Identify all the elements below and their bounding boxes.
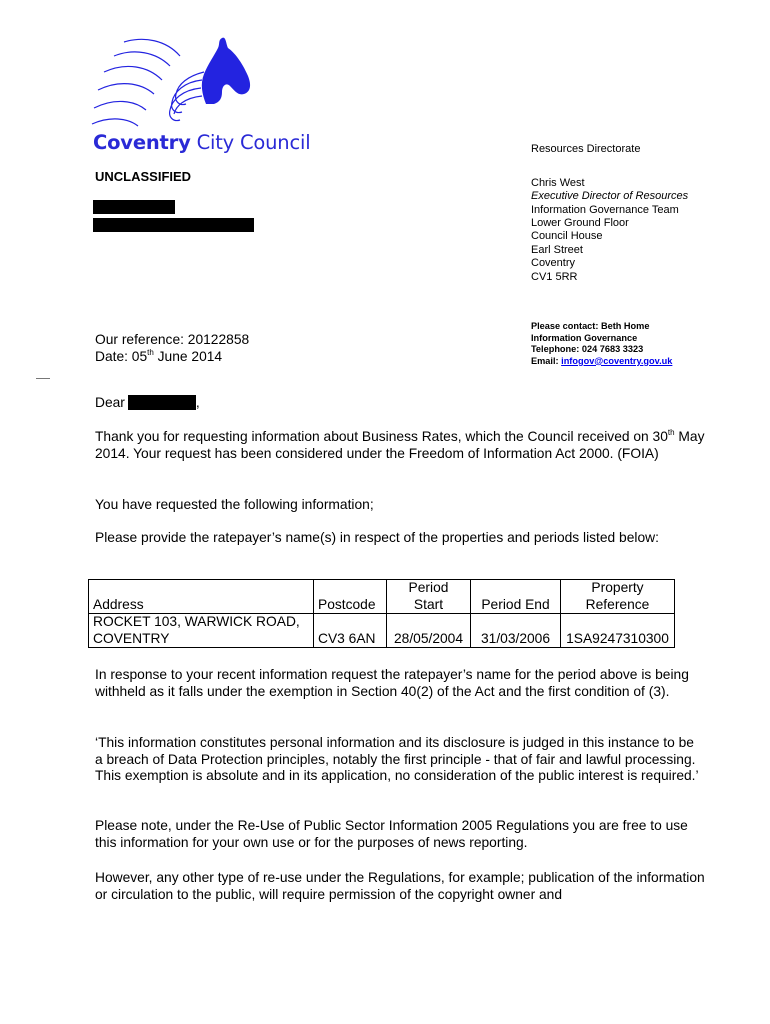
th-address: Address bbox=[89, 580, 314, 614]
contact-name: Please contact: Beth Home bbox=[531, 321, 650, 331]
th-property-reference: Property Reference bbox=[561, 580, 675, 614]
contact-email-label: Email: bbox=[531, 355, 559, 366]
paragraph-request-received bbox=[95, 429, 705, 462]
table-header-row bbox=[89, 580, 675, 614]
redacted-recipient-name bbox=[93, 200, 175, 214]
paragraph-request-text: Please provide the ratepayer’s name(s) in respect of the properties and periods listed below: bbox=[95, 530, 659, 545]
contact-email-row bbox=[531, 356, 672, 368]
table-row bbox=[89, 614, 675, 648]
redacted-recipient-address bbox=[93, 218, 254, 232]
p1-part-a: Thank you for requesting information about Business Rates, which the Council received on 30 bbox=[95, 429, 668, 444]
sender-line-team: Information Governance Team bbox=[531, 203, 679, 216]
sender-address-block bbox=[531, 143, 688, 284]
sender-line-postcode: CV1 5RR bbox=[531, 270, 578, 283]
our-reference: Our reference: 20122858 bbox=[95, 332, 250, 347]
p1-sup: th bbox=[667, 428, 675, 437]
cell-period-start: 28/05/2004 bbox=[387, 614, 471, 648]
date-prefix: Date: 05 bbox=[95, 349, 148, 364]
contact-block bbox=[531, 321, 672, 367]
date-month-year: June 2014 bbox=[153, 349, 223, 364]
council-logo-text bbox=[93, 131, 310, 154]
p1-part-b: May 2014. Your request has been considered under the Freedom of Information Act 2000. (FOIA) bbox=[95, 429, 705, 461]
logo-word-coventry: Coventry bbox=[93, 131, 191, 154]
contact-department: Information Governance bbox=[531, 332, 638, 343]
cell-postcode: CV3 6AN bbox=[314, 614, 387, 648]
contact-email-link[interactable]: infogov@coventry.gov.uk bbox=[561, 355, 673, 366]
contact-phone: Telephone: 024 7683 3323 bbox=[531, 344, 644, 355]
salutation bbox=[95, 395, 705, 412]
sender-line-name: Chris West bbox=[531, 176, 585, 189]
sender-line-spacer bbox=[531, 156, 688, 169]
paragraph-other-reuse: However, any other type of re-use under the Regulations, for example; publication of the information or circulation to the public, will require permission of the copyright owner and bbox=[95, 870, 705, 902]
cell-address: ROCKET 103, WARWICK ROAD, COVENTRY bbox=[89, 614, 314, 648]
redacted-salutation-name bbox=[128, 395, 196, 410]
sender-line-directorate: Resources Directorate bbox=[531, 143, 641, 155]
date-suffix-sup: th bbox=[147, 348, 154, 357]
reference-block bbox=[95, 331, 249, 365]
paragraph-exemption-quote: ‘This information constitutes personal information and its disclosure is judged in this instance to be a breach of Data Protection principles, notably the first principle - that of fair and lawful processing. This exemption is absolute and in its application, no consideration of the public interest is required.’ bbox=[95, 735, 699, 783]
paragraph-reuse-note: Please note, under the Re-Use of Public Sector Information 2005 Regulations you are free to use this information for your own use or for the purposes of news reporting. bbox=[95, 818, 688, 850]
classification-label: UNCLASSIFIED bbox=[95, 169, 192, 184]
sender-line-building: Council House bbox=[531, 230, 603, 243]
salutation-word: Dear bbox=[95, 395, 125, 410]
cell-property-reference: 1SA9247310300 bbox=[561, 614, 675, 648]
margin-fold-mark bbox=[36, 378, 50, 379]
sender-line-city: Coventry bbox=[531, 257, 576, 270]
letter-date bbox=[95, 348, 249, 365]
council-horse-logo bbox=[84, 32, 264, 132]
sender-line-title: Executive Director of Resources bbox=[531, 190, 689, 203]
sender-line-floor: Lower Ground Floor bbox=[531, 217, 629, 230]
th-period-end: Period End bbox=[471, 580, 561, 614]
th-period-start: Period Start bbox=[387, 580, 471, 614]
sender-line-street: Earl Street bbox=[531, 243, 583, 256]
horse-head-shape bbox=[202, 38, 250, 104]
paragraph-withheld: In response to your recent information request the ratepayer’s name for the period above is being withheld as it falls under the exemption in Section 40(2) of the Act and the first condition of (3). bbox=[95, 667, 689, 699]
paragraph-requested-info: You have requested the following information; bbox=[95, 497, 374, 512]
cell-period-end: 31/03/2006 bbox=[471, 614, 561, 648]
rates-table bbox=[88, 579, 675, 648]
logo-word-city-council: City Council bbox=[196, 131, 311, 154]
th-postcode: Postcode bbox=[314, 580, 387, 614]
salutation-comma: , bbox=[195, 395, 200, 410]
horse-mane-lines bbox=[92, 39, 204, 126]
